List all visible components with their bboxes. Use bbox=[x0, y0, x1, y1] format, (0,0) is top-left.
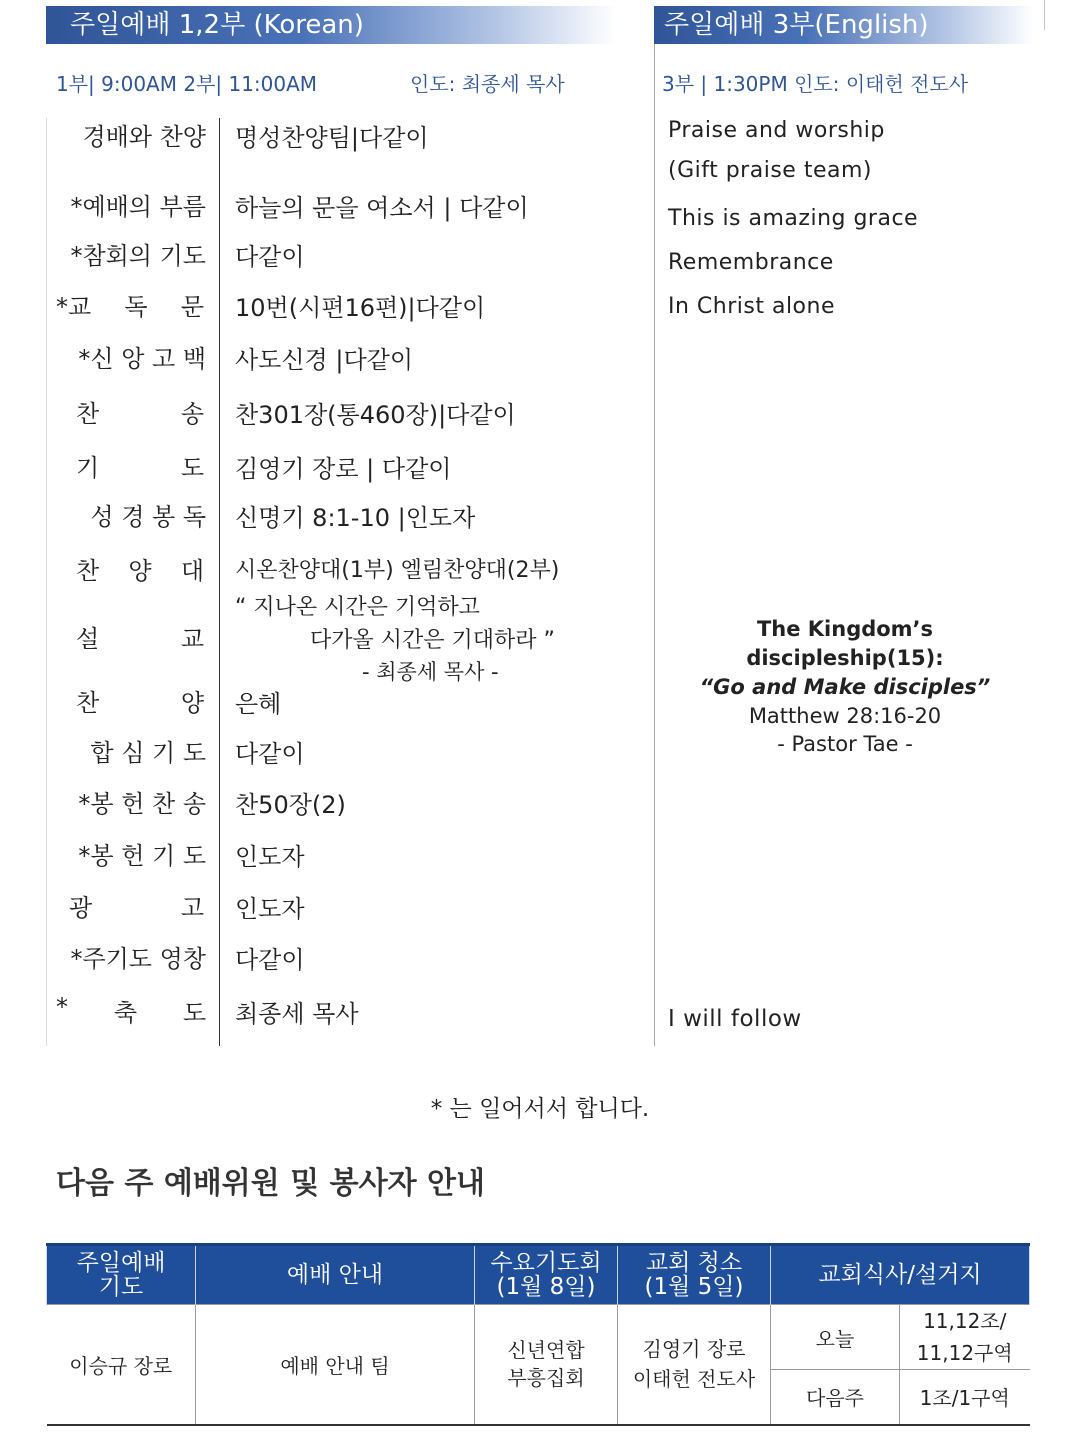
today-label: 오늘 bbox=[771, 1305, 900, 1370]
order-label-text bbox=[76, 448, 204, 483]
order-label: *주기도 영창 bbox=[70, 944, 206, 973]
order-label-char: 대 bbox=[180, 556, 204, 585]
english-sermon-preacher: - Pastor Tae - bbox=[777, 732, 913, 756]
english-sermon-title: The Kingdom’s bbox=[756, 617, 934, 641]
sermon-preacher: - 최종세 목사 - bbox=[362, 660, 499, 684]
section-title: 다음 주 예배위원 및 봉사자 안내 bbox=[56, 1166, 485, 1201]
order-label-text bbox=[56, 287, 204, 322]
next-week-value: 1조/1구역 bbox=[900, 1370, 1030, 1425]
volunteer-table bbox=[46, 1243, 1030, 1426]
order-value: 찬301장(통460장)|다같이 bbox=[235, 401, 516, 429]
order-label: *봉 헌 찬 송 bbox=[78, 789, 206, 818]
english-closing-song: I will follow bbox=[668, 1006, 802, 1032]
order-value: 사도신경 |다같이 bbox=[235, 346, 414, 374]
page-edge bbox=[1044, 0, 1045, 30]
left-edge bbox=[46, 118, 47, 1046]
col-header-meal: 교회식사/설거지 bbox=[771, 1245, 1030, 1305]
order-label bbox=[56, 393, 206, 429]
order-label-text bbox=[76, 683, 204, 718]
order-divider bbox=[219, 118, 220, 1046]
order-label-char: 양 bbox=[128, 556, 152, 585]
korean-service-leader: 인도: 최종세 목사 bbox=[410, 72, 565, 96]
order-label: *신 앙 고 백 bbox=[78, 344, 206, 373]
order-label-char: * bbox=[56, 992, 68, 1021]
order-label-char: 광 bbox=[69, 893, 93, 922]
english-praise-line: This is amazing grace bbox=[668, 206, 919, 231]
order-value: 다같이 bbox=[235, 243, 305, 271]
order-label-char: 찬 bbox=[76, 399, 100, 428]
column-divider bbox=[654, 44, 655, 1046]
order-label bbox=[56, 682, 206, 718]
order-value: 다같이 bbox=[235, 946, 305, 974]
order-label-char: 양 bbox=[180, 688, 204, 717]
order-label-char: 독 bbox=[124, 292, 148, 321]
english-praise-line: Remembrance bbox=[668, 250, 834, 275]
order-label-char: 찬 bbox=[76, 556, 100, 585]
sermon-title-line1: “ 지나온 시간은 기억하고 bbox=[235, 595, 480, 620]
order-value: 은혜 bbox=[235, 690, 282, 718]
order-label-char: *교 bbox=[56, 292, 92, 321]
english-service-header: 주일예배 3부(English) bbox=[654, 6, 1034, 44]
col-header-usher: 예배 안내 bbox=[196, 1245, 475, 1305]
order-label-text bbox=[69, 888, 204, 923]
order-label: *봉 헌 기 도 bbox=[78, 841, 206, 870]
sermon-title-line2: 다가올 시간은 기대하라 ” bbox=[310, 628, 555, 653]
order-label-char: 찬 bbox=[76, 688, 100, 717]
col-header-prayer: 주일예배 기도 bbox=[47, 1245, 196, 1305]
order-label-char: 축 bbox=[113, 998, 137, 1027]
english-praise-line: (Gift praise team) bbox=[668, 158, 872, 183]
order-value: 인도자 bbox=[235, 895, 305, 923]
order-label: 경배와 찬양 bbox=[82, 122, 206, 151]
english-sermon-subtitle: “Go and Make disciples” bbox=[699, 675, 991, 699]
order-value: 시온찬양대(1부) 엘림찬양대(2부) bbox=[235, 558, 560, 583]
col-header-wednesday: 수요기도회 (1월 8일) bbox=[475, 1245, 618, 1305]
order-label-char: 기 bbox=[76, 453, 100, 482]
cleaning-line: 김영기 장로 bbox=[642, 1337, 746, 1362]
order-value: 다같이 bbox=[235, 740, 305, 768]
cleaning-cell bbox=[618, 1305, 771, 1425]
order-value: 신명기 8:1-10 |인도자 bbox=[235, 504, 476, 532]
wednesday-line: 부흥집회 bbox=[507, 1366, 585, 1391]
korean-service-times: 1부| 9:00AM 2부| 11:00AM bbox=[56, 72, 318, 96]
prayer-cell: 이승규 장로 bbox=[47, 1305, 196, 1425]
order-label-text bbox=[76, 619, 204, 654]
order-label: 합 심 기 도 bbox=[90, 738, 206, 767]
order-label-text bbox=[76, 551, 204, 586]
today-line: 11,12조/ bbox=[923, 1309, 1007, 1333]
english-service-times: 3부 | 1:30PM 인도: 이태헌 전도사 bbox=[662, 72, 969, 96]
today-line: 11,12구역 bbox=[916, 1341, 1013, 1365]
table-header-row bbox=[47, 1245, 1030, 1305]
cleaning-line: 이태헌 전도사 bbox=[632, 1367, 756, 1392]
order-label-char: 교 bbox=[180, 624, 204, 653]
order-label-char: 고 bbox=[180, 893, 204, 922]
order-label-text bbox=[76, 394, 204, 429]
order-label-char: 도 bbox=[182, 998, 206, 1027]
english-praise-line: Praise and worship bbox=[668, 118, 885, 143]
order-label bbox=[56, 887, 206, 923]
table-row bbox=[47, 1305, 1030, 1370]
order-label bbox=[56, 286, 206, 322]
order-label-char: 설 bbox=[76, 624, 100, 653]
english-sermon-series: discipleship(15): bbox=[746, 646, 944, 670]
order-value: 하늘의 문을 여소서 | 다같이 bbox=[235, 194, 529, 222]
order-label bbox=[56, 992, 206, 1028]
english-praise-line: In Christ alone bbox=[668, 294, 835, 319]
order-label: *예배의 부름 bbox=[70, 192, 206, 221]
korean-service-header: 주일예배 1,2부 (Korean) bbox=[46, 6, 616, 44]
order-value: 인도자 bbox=[235, 843, 305, 871]
order-label: 성 경 봉 독 bbox=[90, 502, 206, 531]
order-label-text bbox=[56, 993, 206, 1028]
order-value: 명성찬양팀|다같이 bbox=[235, 124, 429, 152]
english-sermon-scripture: Matthew 28:16-20 bbox=[748, 704, 942, 728]
order-value: 10번(시편16편)|다같이 bbox=[235, 294, 486, 322]
col-header-cleaning: 교회 청소 (1월 5일) bbox=[618, 1245, 771, 1305]
order-label-char: 문 bbox=[180, 292, 204, 321]
standing-note: * 는 일어서서 합니다. bbox=[430, 1096, 650, 1122]
order-label bbox=[56, 447, 206, 483]
order-value: 김영기 장로 | 다같이 bbox=[235, 455, 452, 483]
wednesday-line: 신년연합 bbox=[507, 1338, 585, 1363]
order-label bbox=[56, 618, 206, 654]
today-value bbox=[900, 1305, 1030, 1370]
order-label: *참회의 기도 bbox=[70, 241, 206, 270]
usher-cell: 예배 안내 팀 bbox=[196, 1305, 475, 1425]
order-label-char: 도 bbox=[180, 453, 204, 482]
order-value: 최종세 목사 bbox=[235, 1000, 359, 1028]
order-value: 찬50장(2) bbox=[235, 791, 346, 819]
next-week-label: 다음주 bbox=[771, 1370, 900, 1425]
order-label bbox=[56, 550, 206, 586]
wednesday-cell bbox=[475, 1305, 618, 1425]
order-label-char: 송 bbox=[180, 399, 204, 428]
